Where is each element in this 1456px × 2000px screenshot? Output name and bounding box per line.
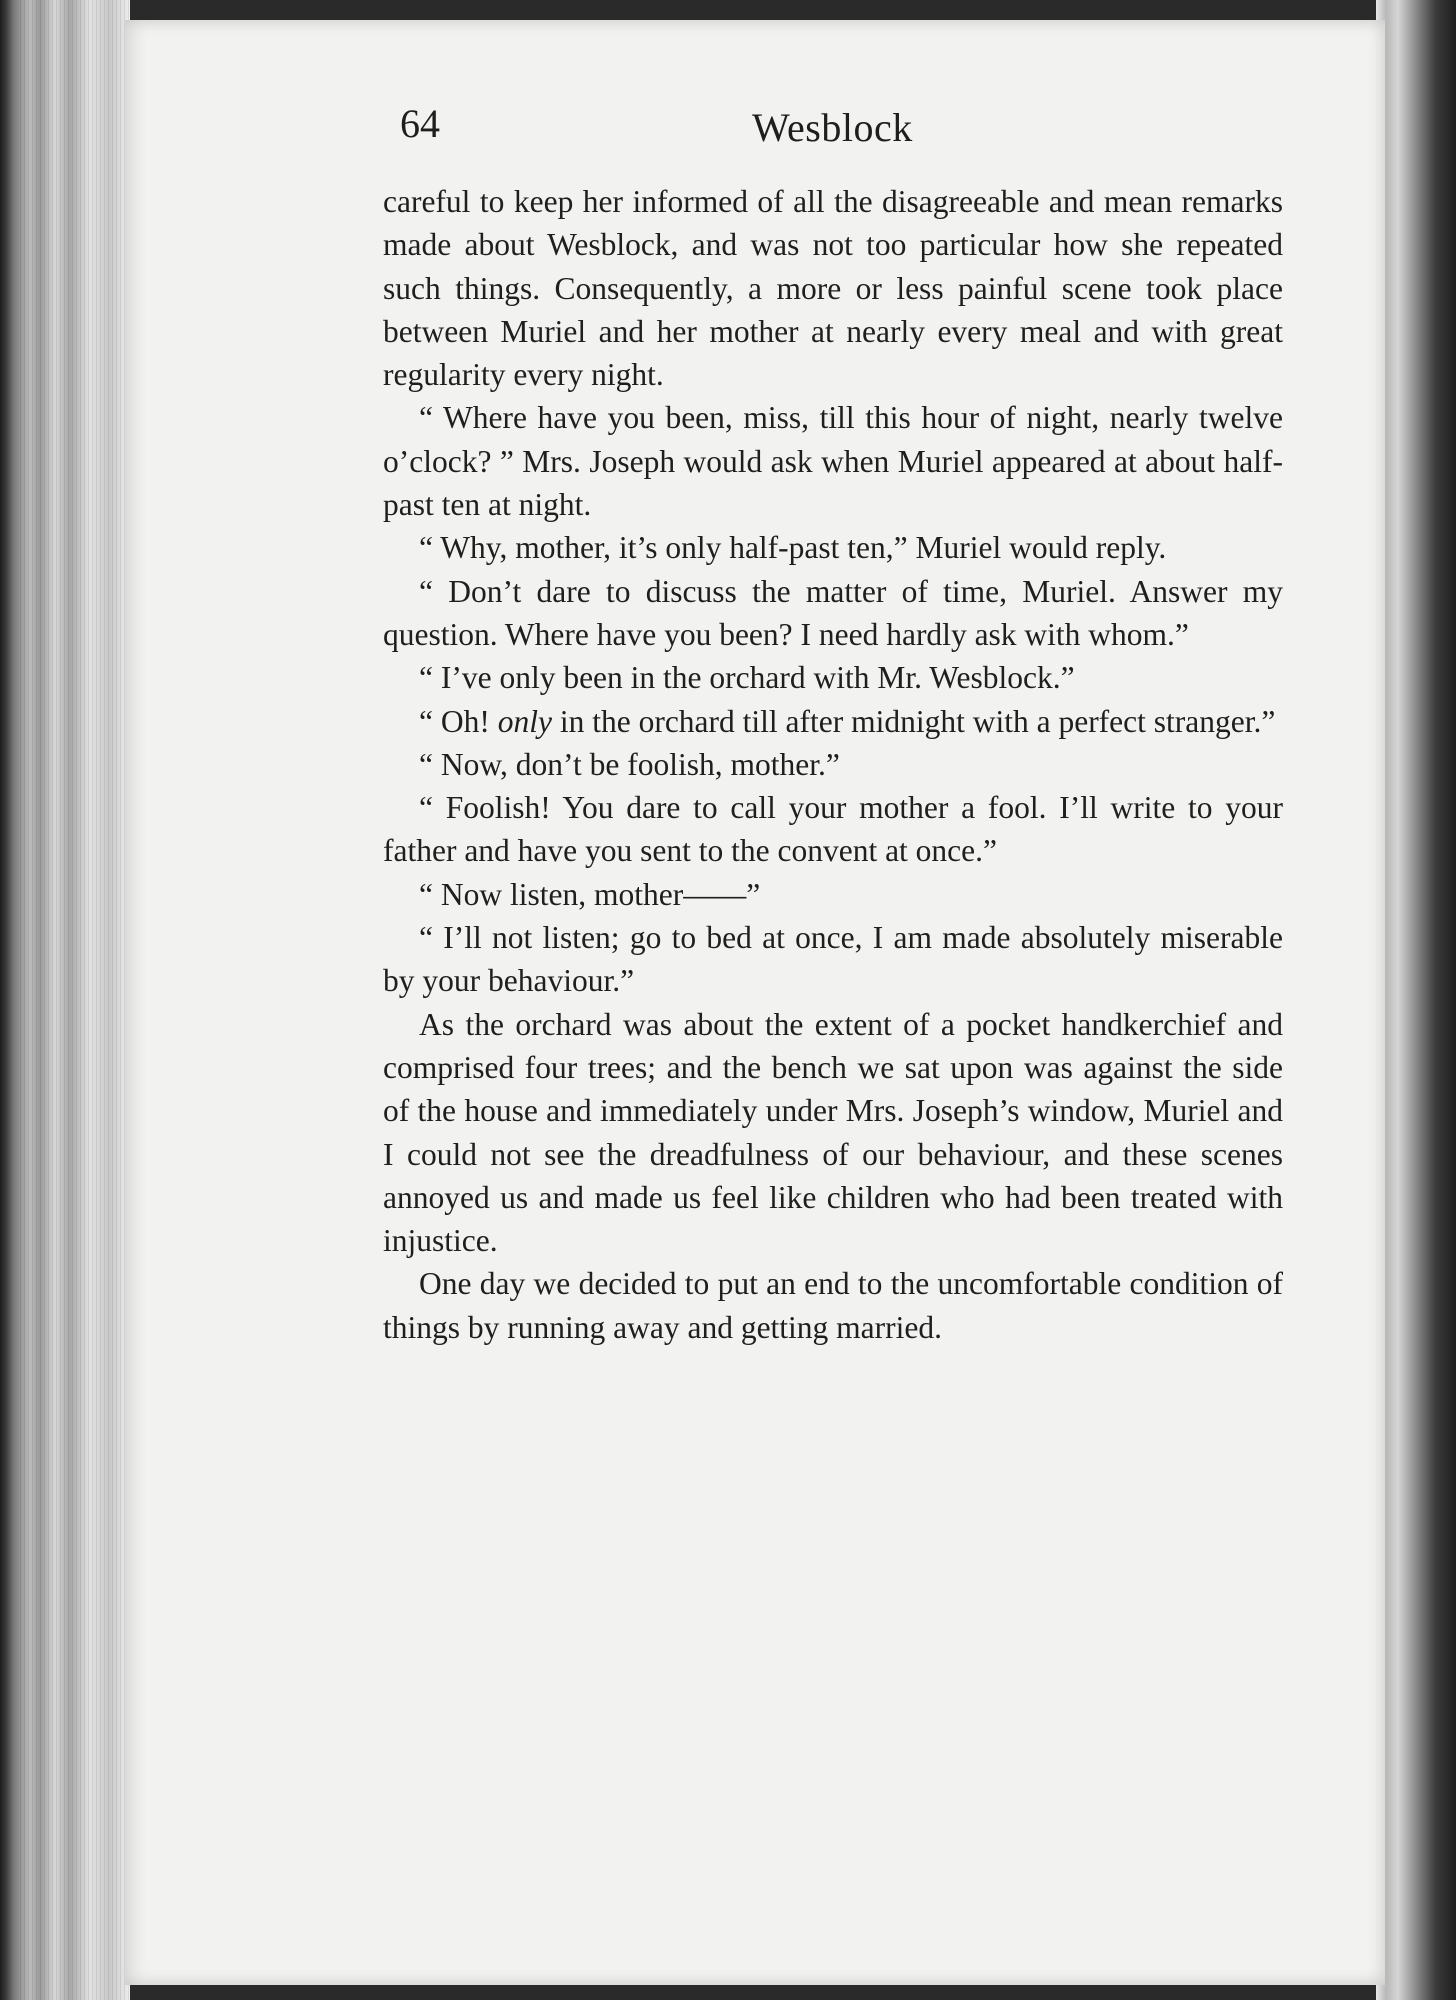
paragraph: “ Foolish! You dare to call your mother a fool. I’ll write to your father and have you sent to the convent at once.” — [383, 790, 1283, 869]
paragraph-text: in the orchard till after midnight with a perfect stranger.” — [551, 703, 1276, 739]
page-number: 64 — [400, 101, 440, 146]
body-text — [383, 180, 1283, 1349]
paragraph: “ Where have you been, miss, till this hour of night, nearly twelve o’clock? ” Mrs. Joseph would ask when Muriel appeared at about half-past ten at night. — [383, 400, 1283, 523]
book-page-edges — [0, 0, 130, 2000]
paragraph: “ I’ll not listen; go to bed at once, I am made absolutely miserable by your behaviour.” — [383, 920, 1283, 999]
paragraph: “ Don’t dare to discuss the matter of time, Muriel. Answer my question. Where have you been? I need hardly ask with whom.” — [383, 573, 1283, 652]
paragraph: “ Why, mother, it’s only half-past ten,” Muriel would reply. — [419, 530, 1167, 566]
paragraph-text: “ Oh! — [419, 703, 498, 739]
paragraph: careful to keep her informed of all the disagreeable and mean remarks made about Wesblock, and was not too particular how she repeated such things. Consequently, a more or less painful scene took place between Muriel and her mother at nearly every meal and with great regularity every night. — [383, 184, 1283, 393]
book-right-edge — [1376, 0, 1456, 2000]
emphasis-text: only — [497, 703, 552, 739]
paragraph — [383, 700, 1283, 743]
paragraph: “ Now listen, mother——” — [419, 876, 761, 912]
paragraph: “ I’ve only been in the orchard with Mr. Wesblock.” — [419, 660, 1075, 696]
running-head: Wesblock — [752, 105, 913, 150]
paragraph: “ Now, don’t be foolish, mother.” — [419, 746, 840, 782]
paragraph: As the orchard was about the extent of a pocket handkerchief and comprised four trees; and the bench we sat upon was against the side of the house and immediately under Mrs. Joseph’s window, Muriel and I could not see the dreadfulness of our behaviour, and these scenes annoyed us and made us feel like children who had been treated with injustice. — [383, 1006, 1283, 1259]
paragraph: One day we decided to put an end to the uncomfortable condition of things by running away and getting married. — [383, 1266, 1283, 1345]
